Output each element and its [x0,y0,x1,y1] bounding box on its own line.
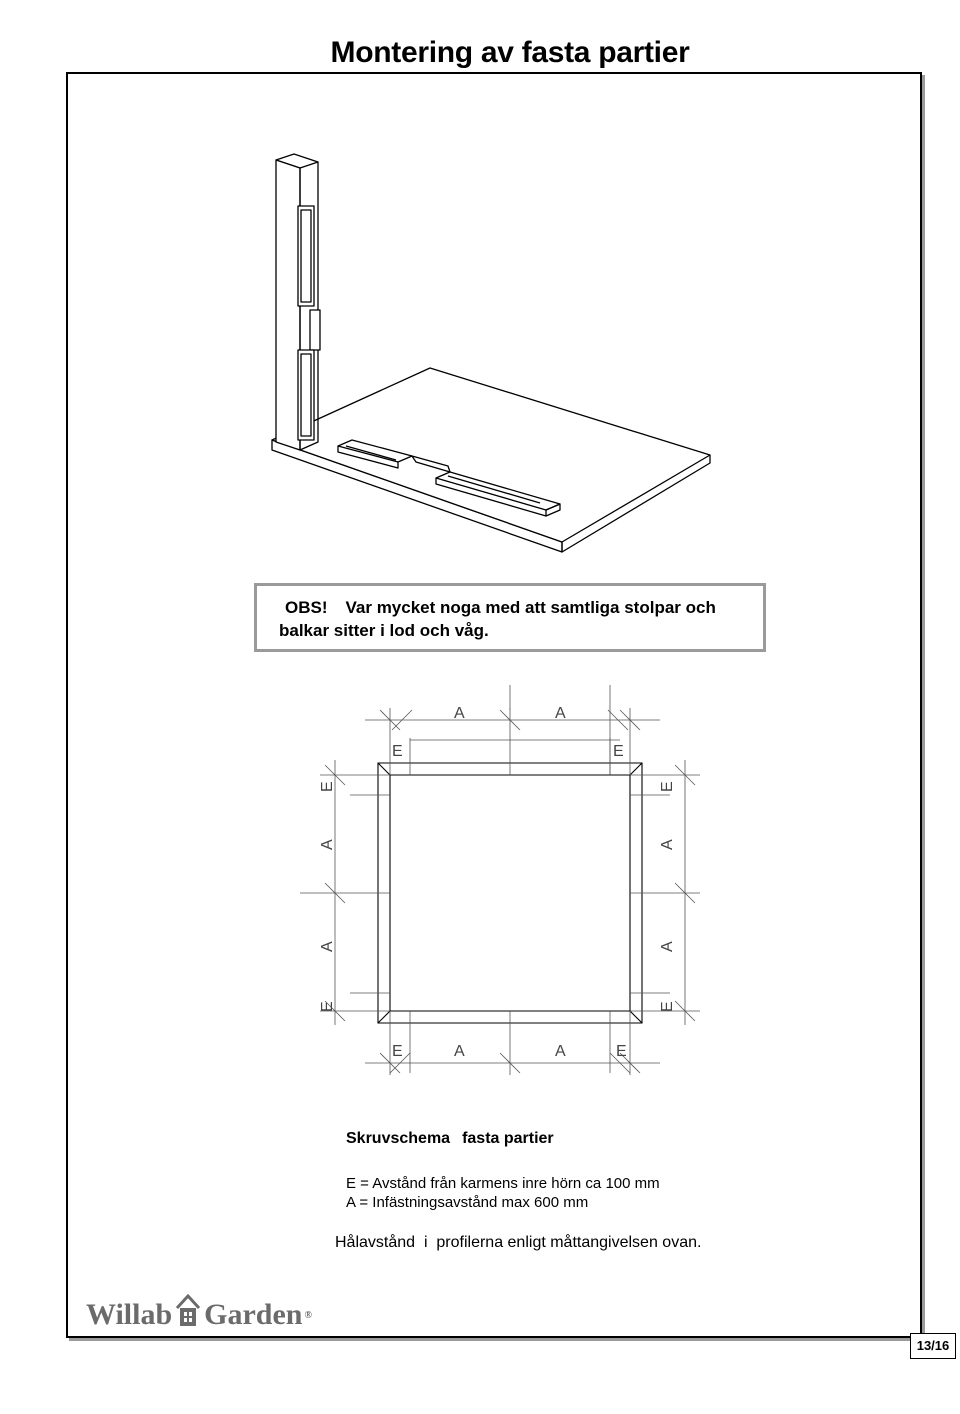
label-e-right-1: E [659,781,676,792]
willab-garden-logo [86,1295,312,1335]
notice-label: OBS! [285,598,328,617]
schema-legend [346,1174,660,1212]
logo-text-right: Garden [204,1298,303,1331]
legend-e: E = Avstånd från karmens inre hörn ca 100 mm [346,1175,660,1192]
house-icon [175,1294,201,1336]
page-title: Montering av fasta partier [330,36,690,69]
post-beam-drawing [260,150,720,560]
notice-box [254,583,766,652]
notice-line1: Var mycket noga med att samtliga stolpar och [345,598,716,617]
label-a-top-1: A [454,705,465,722]
schema-title-a: Skruvschema [346,1130,451,1147]
legend-a: A = Infästningsavstånd max 600 mm [346,1194,589,1211]
label-a-left-2: A [319,941,336,952]
schema-note: Hålavstånd i profilerna enligt måttangivelsen ovan. [335,1234,702,1251]
label-e-bottom-1: E [392,1043,403,1060]
label-a-bottom-2: A [555,1043,566,1060]
notice-line2: balkar sitter i lod och våg. [279,621,489,640]
label-e-right-2: E [659,1001,676,1012]
label-e-left-1: E [319,781,336,792]
screw-schema-diagram [290,680,710,1100]
label-a-right-2: A [659,941,676,952]
label-a-top-2: A [555,705,566,722]
logo-text-left: Willab [86,1298,173,1331]
label-e-bottom-2: E [616,1043,627,1060]
page-number: 13/16 [910,1333,956,1359]
label-e-top-1: E [392,743,403,760]
label-a-right-1: A [659,839,676,850]
label-a-left-1: A [319,839,336,850]
schema-title-b: fasta partier [462,1130,554,1147]
registered-mark: ® [304,1309,312,1321]
label-e-left-2: E [319,1001,336,1012]
label-e-top-2: E [613,743,624,760]
schema-title [346,1130,554,1148]
label-a-bottom-1: A [454,1043,465,1060]
